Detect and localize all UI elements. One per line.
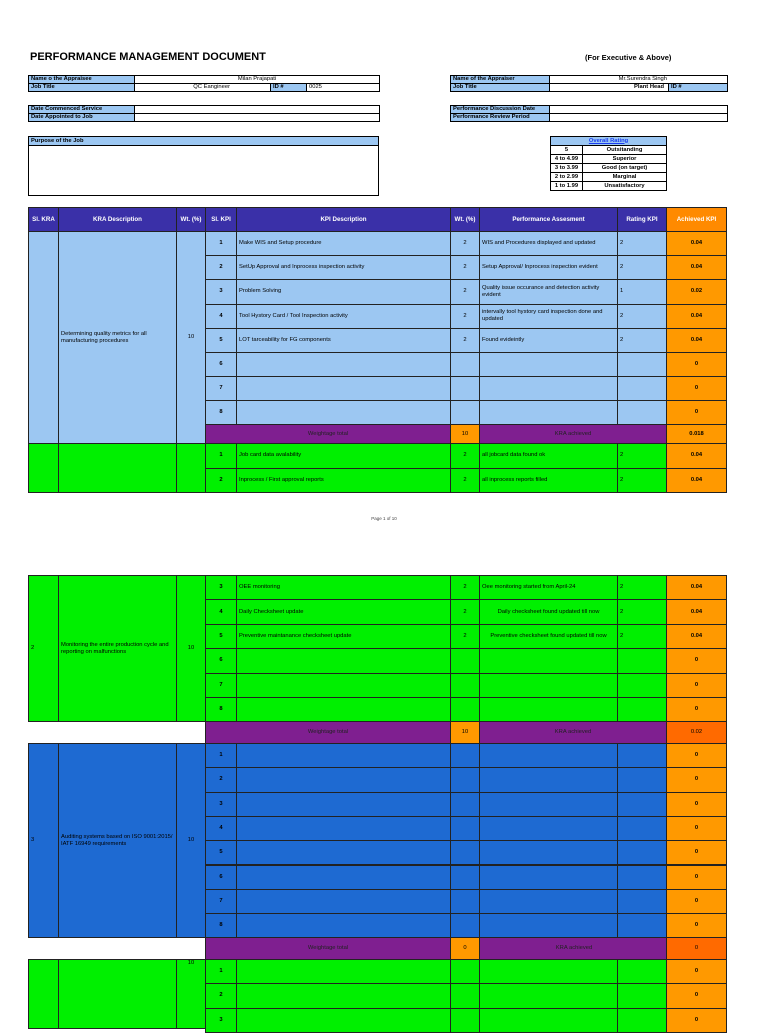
overall-rating-title[interactable]: Overall Rating xyxy=(551,137,667,146)
rating-kpi[interactable] xyxy=(617,1008,667,1033)
kra3-total-label: Weightage total xyxy=(205,937,451,960)
achieved-kpi[interactable]: 0 xyxy=(666,865,727,890)
rating-kpi[interactable]: 2 xyxy=(617,255,667,280)
performance-assessment[interactable]: Daily checksheet found updated till now xyxy=(479,599,618,624)
kpi-description[interactable] xyxy=(236,959,451,984)
performance-assessment[interactable]: all inprocess reports filled xyxy=(479,468,618,494)
rating-kpi[interactable] xyxy=(617,648,667,673)
achieved-kpi[interactable]: 0.04 xyxy=(666,599,727,624)
kpi-description[interactable] xyxy=(236,767,451,792)
kpi-description[interactable]: SetUp Approval and Inprocess inspection activity xyxy=(236,255,451,280)
kra2-total-label: Weightage total xyxy=(205,721,451,744)
rating-range: 3 to 3.99 xyxy=(551,164,583,173)
kpi-sl[interactable]: 2 xyxy=(205,468,237,494)
kpi-weight[interactable]: 2 xyxy=(450,328,480,353)
performance-assessment[interactable] xyxy=(479,648,618,673)
performance-assessment[interactable] xyxy=(479,673,618,698)
rating-desc: Outsitanding xyxy=(583,146,667,155)
col-sl-kra: Sl. KRA xyxy=(28,207,59,232)
kpi-description[interactable] xyxy=(236,743,451,768)
rating-kpi[interactable]: 2 xyxy=(617,575,667,600)
discussion-date-label: Performance Discussion Date xyxy=(451,106,550,114)
appraiser-name-value[interactable]: Mr.Surendra Singh xyxy=(550,76,728,84)
kpi-weight[interactable] xyxy=(450,767,480,792)
achieved-kpi[interactable]: 0.04 xyxy=(666,304,727,329)
kra3-description[interactable]: Auditing systems based on ISO 9001:2015/ IATF 16949 requirements xyxy=(58,743,177,938)
achieved-kpi[interactable]: 0 xyxy=(666,376,727,401)
achieved-kpi[interactable]: 0 xyxy=(666,648,727,673)
col-performance-assessment: Performance Assesment xyxy=(479,207,618,232)
kpi-description[interactable] xyxy=(236,697,451,722)
kpi-weight[interactable] xyxy=(450,840,480,865)
kra1-achieved-label: KRA achieved xyxy=(479,424,667,444)
kra1-total-label: Weightage total xyxy=(205,424,451,444)
achieved-kpi[interactable]: 0 xyxy=(666,840,727,865)
document-title: PERFORMANCE MANAGEMENT DOCUMENT xyxy=(30,51,266,63)
kpi-sl[interactable]: 6 xyxy=(205,865,237,890)
kpi-weight[interactable] xyxy=(450,376,480,401)
kpi-sl[interactable]: 7 xyxy=(205,889,237,914)
kpi-description[interactable] xyxy=(236,376,451,401)
performance-assessment[interactable] xyxy=(479,697,618,722)
kpi-description[interactable] xyxy=(236,840,451,865)
achieved-kpi[interactable]: 0 xyxy=(666,889,727,914)
date-appointed-value[interactable] xyxy=(135,114,380,122)
rating-kpi[interactable] xyxy=(617,840,667,865)
rating-kpi[interactable]: 2 xyxy=(617,443,667,469)
kpi-weight[interactable]: 2 xyxy=(450,624,480,649)
kpi-description[interactable]: Problem Solving xyxy=(236,279,451,304)
kpi-sl[interactable]: 5 xyxy=(205,624,237,649)
kpi-sl[interactable]: 4 xyxy=(205,816,237,841)
achieved-kpi[interactable]: 0.04 xyxy=(666,255,727,280)
rating-desc: Superior xyxy=(583,155,667,164)
kpi-sl[interactable]: 5 xyxy=(205,840,237,865)
kpi-weight[interactable]: 2 xyxy=(450,304,480,329)
review-period-value[interactable] xyxy=(550,114,728,122)
performance-assessment[interactable] xyxy=(479,983,618,1008)
kra2-weight[interactable]: 10 xyxy=(176,575,206,722)
kpi-sl[interactable]: 7 xyxy=(205,376,237,401)
rating-range: 2 to 2.99 xyxy=(551,173,583,182)
rating-kpi[interactable]: 2 xyxy=(617,468,667,494)
kra2-weight-top xyxy=(176,443,206,493)
date-commenced-label: Date Commenced Service xyxy=(29,106,135,114)
rating-desc: Good (on target) xyxy=(583,164,667,173)
kra4-description xyxy=(58,959,177,1029)
performance-assessment[interactable] xyxy=(479,816,618,841)
appraiser-name-label: Name of the Appraiser xyxy=(451,76,550,84)
kpi-description[interactable] xyxy=(236,983,451,1008)
kpi-weight[interactable] xyxy=(450,889,480,914)
page-footer: Page 1 of 10 xyxy=(371,516,397,521)
rating-kpi[interactable]: 1 xyxy=(617,279,667,304)
kpi-sl[interactable]: 3 xyxy=(205,279,237,304)
kra1-achieved-value: 0.018 xyxy=(666,424,727,444)
col-kpi-description: KPI Description xyxy=(236,207,451,232)
kpi-weight[interactable] xyxy=(450,816,480,841)
appraisee-name-label: Name o the Appraisee xyxy=(29,76,135,84)
performance-assessment[interactable]: Found evideintly xyxy=(479,328,618,353)
rating-kpi[interactable] xyxy=(617,889,667,914)
achieved-kpi[interactable]: 0 xyxy=(666,1008,727,1033)
achieved-kpi[interactable]: 0.04 xyxy=(666,231,727,256)
kpi-weight[interactable] xyxy=(450,743,480,768)
kpi-sl[interactable]: 2 xyxy=(205,255,237,280)
performance-assessment[interactable] xyxy=(479,1008,618,1033)
performance-assessment[interactable] xyxy=(479,767,618,792)
appraiser-job-title-value[interactable]: Plant Head xyxy=(550,84,669,92)
kpi-description[interactable] xyxy=(236,865,451,890)
kpi-sl[interactable]: 6 xyxy=(205,352,237,377)
rating-desc: Marginal xyxy=(583,173,667,182)
performance-assessment[interactable] xyxy=(479,913,618,938)
achieved-kpi[interactable]: 0.04 xyxy=(666,624,727,649)
performance-assessment[interactable] xyxy=(479,840,618,865)
appraiser-table xyxy=(450,75,728,92)
rating-range: 5 xyxy=(551,146,583,155)
appraisee-job-title-label: Job Title xyxy=(29,84,135,92)
kpi-sl[interactable]: 6 xyxy=(205,648,237,673)
kra3-achieved-value: 0 xyxy=(666,937,727,960)
kra3-achieved-label: KRA achieved xyxy=(479,937,667,960)
kpi-weight[interactable] xyxy=(450,352,480,377)
kpi-sl[interactable]: 2 xyxy=(205,983,237,1008)
kpi-description[interactable]: Daily Checksheet update xyxy=(236,599,451,624)
review-dates-table xyxy=(450,105,728,122)
kra4-sl xyxy=(28,959,59,1029)
achieved-kpi[interactable]: 0 xyxy=(666,400,727,425)
kra3-total-weight: 0 xyxy=(450,937,480,960)
col-achieved-kpi: Achieved KPI xyxy=(666,207,727,232)
kpi-weight[interactable]: 2 xyxy=(450,231,480,256)
performance-assessment[interactable]: intervally tool hystory card inspection done and updated xyxy=(479,304,618,329)
rating-kpi[interactable] xyxy=(617,913,667,938)
date-appointed-label: Date Appointed to Job xyxy=(29,114,135,122)
purpose-label: Purpose of the Job xyxy=(29,137,378,146)
appraisee-table xyxy=(28,75,380,92)
kpi-sl[interactable]: 4 xyxy=(205,304,237,329)
kra3-weight[interactable]: 10 xyxy=(176,743,206,938)
kpi-description[interactable] xyxy=(236,889,451,914)
kpi-sl[interactable]: 7 xyxy=(205,673,237,698)
kpi-description[interactable]: LOT tarceability for FG components xyxy=(236,328,451,353)
service-dates-table xyxy=(28,105,380,122)
performance-assessment[interactable] xyxy=(479,376,618,401)
kpi-sl[interactable]: 3 xyxy=(205,1008,237,1033)
appraisee-id-value[interactable]: 0025 xyxy=(307,84,380,92)
kpi-description[interactable]: Make WIS and Setup procedure xyxy=(236,231,451,256)
rating-kpi[interactable] xyxy=(617,959,667,984)
appraisee-id-label: ID # xyxy=(271,84,307,92)
rating-kpi[interactable] xyxy=(617,743,667,768)
appraiser-id-label: ID # xyxy=(669,84,728,92)
review-period-label: Performance Review Period xyxy=(451,114,550,122)
kpi-weight[interactable]: 2 xyxy=(450,279,480,304)
kpi-sl[interactable]: 1 xyxy=(205,231,237,256)
purpose-box[interactable] xyxy=(28,136,379,196)
kpi-weight[interactable] xyxy=(450,697,480,722)
document-scope: (For Executive & Above) xyxy=(585,53,672,62)
kpi-weight[interactable] xyxy=(450,648,480,673)
kpi-description[interactable] xyxy=(236,648,451,673)
performance-assessment[interactable]: WIS and Procedures displayed and updated xyxy=(479,231,618,256)
kra2-achieved-label: KRA achieved xyxy=(479,721,667,744)
rating-kpi[interactable]: 2 xyxy=(617,304,667,329)
performance-assessment[interactable] xyxy=(479,865,618,890)
overall-rating-table xyxy=(550,136,667,191)
rating-kpi[interactable]: 2 xyxy=(617,231,667,256)
kpi-sl[interactable]: 3 xyxy=(205,792,237,817)
achieved-kpi[interactable]: 0 xyxy=(666,697,727,722)
col-kra-weight: Wt. (%) xyxy=(176,207,206,232)
kpi-weight[interactable] xyxy=(450,959,480,984)
achieved-kpi[interactable]: 0 xyxy=(666,792,727,817)
col-sl-kpi: Sl. KPI xyxy=(205,207,237,232)
rating-kpi[interactable] xyxy=(617,352,667,377)
kpi-sl[interactable]: 5 xyxy=(205,328,237,353)
performance-assessment[interactable] xyxy=(479,959,618,984)
kpi-weight[interactable] xyxy=(450,913,480,938)
rating-kpi[interactable]: 2 xyxy=(617,599,667,624)
kra2-achieved-value: 0.02 xyxy=(666,721,727,744)
kpi-sl[interactable]: 3 xyxy=(205,575,237,600)
performance-assessment[interactable]: Oee monitoring started from April-24 xyxy=(479,575,618,600)
kra2-sl: 2 xyxy=(28,575,59,722)
kpi-weight[interactable] xyxy=(450,983,480,1008)
performance-assessment[interactable] xyxy=(479,400,618,425)
kpi-description[interactable] xyxy=(236,673,451,698)
kra2-total-weight: 10 xyxy=(450,721,480,744)
rating-kpi[interactable] xyxy=(617,983,667,1008)
rating-kpi[interactable]: 2 xyxy=(617,328,667,353)
rating-kpi[interactable] xyxy=(617,673,667,698)
kpi-weight[interactable]: 2 xyxy=(450,599,480,624)
kpi-description[interactable] xyxy=(236,352,451,377)
achieved-kpi[interactable]: 0 xyxy=(666,816,727,841)
kpi-description[interactable] xyxy=(236,792,451,817)
kpi-sl[interactable]: 4 xyxy=(205,599,237,624)
kpi-sl[interactable]: 8 xyxy=(205,913,237,938)
performance-assessment[interactable] xyxy=(479,889,618,914)
kpi-sl[interactable]: 8 xyxy=(205,400,237,425)
kpi-weight[interactable] xyxy=(450,673,480,698)
performance-assessment[interactable] xyxy=(479,352,618,377)
kpi-weight[interactable] xyxy=(450,865,480,890)
kpi-description[interactable] xyxy=(236,816,451,841)
appraisee-name-value[interactable]: Milan Prajapati xyxy=(135,76,380,84)
kpi-sl[interactable]: 1 xyxy=(205,443,237,469)
kpi-description[interactable] xyxy=(236,913,451,938)
rating-kpi[interactable] xyxy=(617,697,667,722)
kpi-description[interactable]: Preventive maintanance checksheet update xyxy=(236,624,451,649)
kpi-description[interactable]: Job card data avalability xyxy=(236,443,451,469)
performance-assessment[interactable]: Quality issue occurance and detection activity evident xyxy=(479,279,618,304)
appraisee-job-title-value[interactable]: QC Eangineer xyxy=(135,84,271,92)
kra2-sl-top xyxy=(28,443,59,493)
rating-kpi[interactable] xyxy=(617,400,667,425)
achieved-kpi[interactable]: 0.04 xyxy=(666,468,727,494)
kra1-sl xyxy=(28,231,59,444)
achieved-kpi[interactable]: 0 xyxy=(666,913,727,938)
kpi-sl[interactable]: 8 xyxy=(205,697,237,722)
kpi-weight[interactable] xyxy=(450,792,480,817)
kpi-description[interactable] xyxy=(236,1008,451,1033)
kra1-weight[interactable]: 10 xyxy=(176,231,206,444)
col-kpi-weight: Wt. (%) xyxy=(450,207,480,232)
rating-desc: Unsatisfactory xyxy=(583,182,667,191)
achieved-kpi[interactable]: 0 xyxy=(666,767,727,792)
kra2-description[interactable]: Monitoring the entire production cycle and reporting on malfunctions xyxy=(58,575,177,722)
rating-kpi[interactable]: 2 xyxy=(617,624,667,649)
rating-kpi[interactable] xyxy=(617,376,667,401)
kra1-total-weight: 10 xyxy=(450,424,480,444)
rating-kpi[interactable] xyxy=(617,865,667,890)
kpi-weight[interactable]: 2 xyxy=(450,443,480,469)
kra2-description-top xyxy=(58,443,177,493)
achieved-kpi[interactable]: 0.02 xyxy=(666,279,727,304)
rating-kpi[interactable] xyxy=(617,767,667,792)
kpi-weight[interactable]: 2 xyxy=(450,468,480,494)
kra4-weight[interactable]: 10 xyxy=(176,959,206,1029)
kra1-description[interactable]: Determining quality metrics for all manufacturing procedures xyxy=(58,231,177,444)
achieved-kpi[interactable]: 0 xyxy=(666,959,727,984)
date-commenced-value[interactable] xyxy=(135,106,380,114)
achieved-kpi[interactable]: 0 xyxy=(666,673,727,698)
kpi-weight[interactable]: 2 xyxy=(450,575,480,600)
performance-assessment[interactable]: all jobcard data found ok xyxy=(479,443,618,469)
kpi-sl[interactable]: 2 xyxy=(205,767,237,792)
col-kra-description: KRA Description xyxy=(58,207,177,232)
achieved-kpi[interactable]: 0 xyxy=(666,983,727,1008)
kpi-sl[interactable]: 1 xyxy=(205,743,237,768)
achieved-kpi[interactable]: 0.04 xyxy=(666,575,727,600)
performance-assessment[interactable] xyxy=(479,743,618,768)
kpi-weight[interactable]: 2 xyxy=(450,255,480,280)
rating-range: 4 to 4.99 xyxy=(551,155,583,164)
kpi-description[interactable]: Inprocess / First approval reports xyxy=(236,468,451,494)
kra3-sl: 3 xyxy=(28,743,59,938)
achieved-kpi[interactable]: 0.04 xyxy=(666,443,727,469)
kpi-description[interactable]: Tool Hystory Card / Tool Inspection activity xyxy=(236,304,451,329)
kpi-description[interactable] xyxy=(236,400,451,425)
performance-assessment[interactable]: Setup Approval/ Inprocess inspection evident xyxy=(479,255,618,280)
performance-assessment[interactable]: Preventive checksheet found updated till now xyxy=(479,624,618,649)
rating-range: 1 to 1.99 xyxy=(551,182,583,191)
achieved-kpi[interactable]: 0 xyxy=(666,743,727,768)
kpi-weight[interactable] xyxy=(450,400,480,425)
rating-kpi[interactable] xyxy=(617,792,667,817)
rating-kpi[interactable] xyxy=(617,816,667,841)
achieved-kpi[interactable]: 0.04 xyxy=(666,328,727,353)
discussion-date-value[interactable] xyxy=(550,106,728,114)
kpi-sl[interactable]: 1 xyxy=(205,959,237,984)
kpi-weight[interactable] xyxy=(450,1008,480,1033)
col-rating-kpi: Rating KPI xyxy=(617,207,667,232)
appraiser-job-title-label: Job Title xyxy=(451,84,550,92)
achieved-kpi[interactable]: 0 xyxy=(666,352,727,377)
performance-assessment[interactable] xyxy=(479,792,618,817)
kpi-description[interactable]: OEE monitoring xyxy=(236,575,451,600)
